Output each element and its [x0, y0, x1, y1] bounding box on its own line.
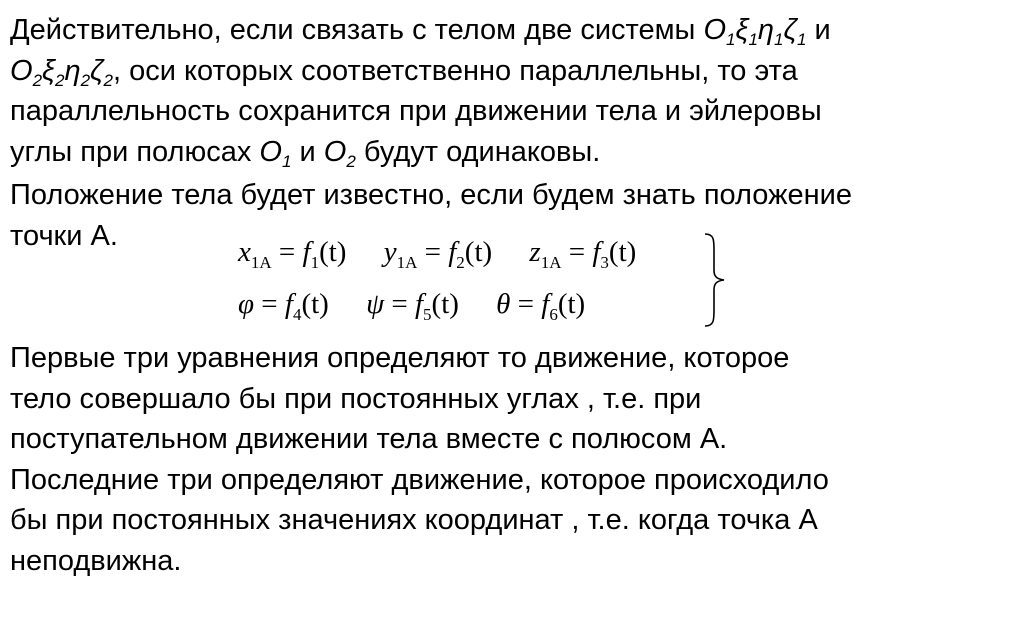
text-line: $O_2\xi_2\eta_2\zeta_2$, оси которых соответственно параллельны, то эта	[10, 54, 798, 90]
pole-1-symbol: $O_1$	[259, 135, 292, 171]
equation-phi: $\varphi = f_4(t)$	[238, 288, 329, 324]
paragraph-systems	[10, 10, 831, 172]
text-line: Положение тела будет известно, если будем знать положение	[10, 179, 852, 211]
equation-row-coordinates	[238, 232, 666, 272]
text-line: тело совершало бы при постоянных углах , т.е. при	[10, 382, 702, 415]
system-1-symbol: $O_1\xi_1\eta_1\zeta_1$	[703, 14, 807, 49]
equation-row-angles	[238, 284, 615, 324]
text-line: поступательном движении тела вместе с полюсом А.	[10, 423, 728, 455]
text-line: параллельность сохранится при движении тела и эйлеровы	[10, 95, 822, 127]
text-line: Действительно, если связать с телом две системы $O_1\xi_1\eta_1\zeta_1$ и	[10, 14, 831, 49]
equation-z: $z_{1A} = f_3(t)$	[529, 236, 637, 272]
text-line: точки А.	[10, 219, 118, 252]
text-line: углы при полюсах $O_1$ и $O_2$ будут одинаковы.	[10, 135, 601, 171]
text-line: неподвижна.	[10, 544, 182, 577]
text-line: Первые три уравнения определяют то движение, которое	[10, 342, 790, 374]
equation-system	[238, 228, 738, 328]
text-line: бы при постоянных значениях координат , т.е. когда точка А	[10, 504, 818, 536]
equation-theta: $\theta = f_6(t)$	[496, 288, 586, 324]
system-2-symbol: $O_2\xi_2\eta_2\zeta_2$	[10, 54, 113, 90]
equation-y: $y_{1A} = f_2(t)$	[383, 236, 493, 272]
equation-psi: $\psi = f_5(t)$	[366, 288, 459, 324]
right-brace-icon	[702, 232, 728, 328]
text-line: Последние три определяют движение, которое происходило	[10, 463, 829, 496]
paragraph-explanation	[10, 338, 829, 581]
pole-2-symbol: $O_2$	[323, 135, 356, 171]
equation-x: $x_{1A} = f_1(t)$	[238, 236, 347, 272]
